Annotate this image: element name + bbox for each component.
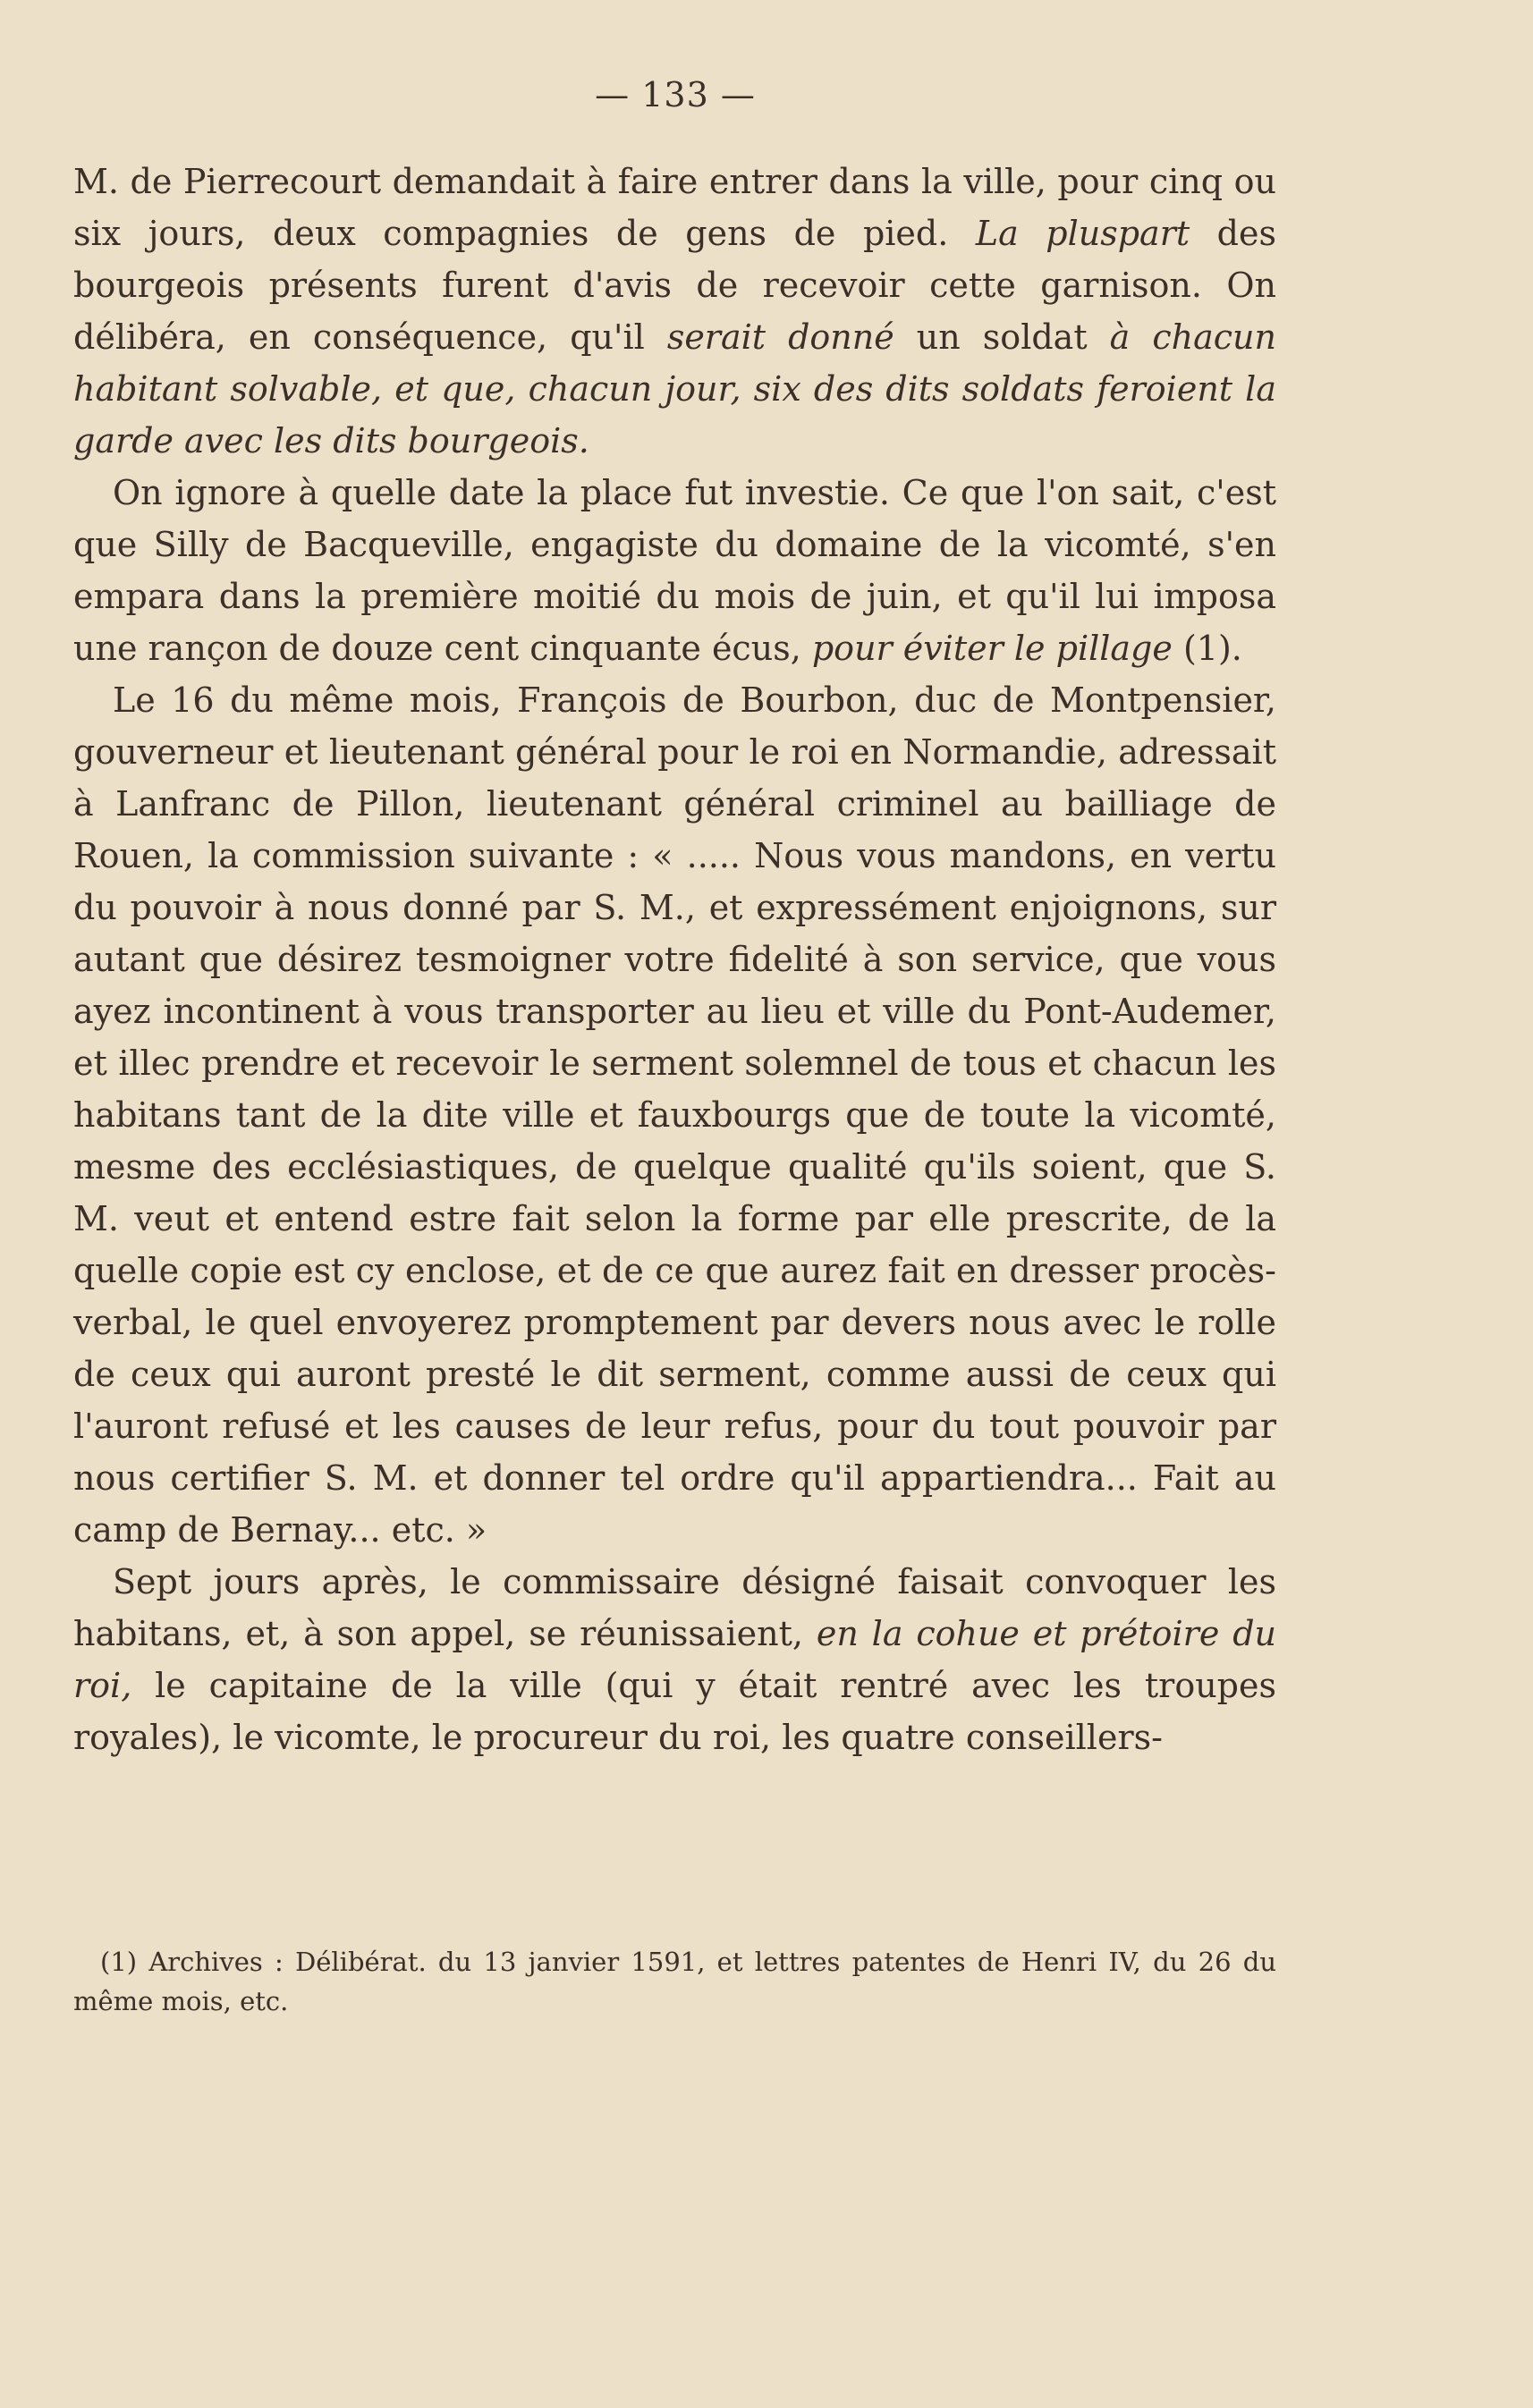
text-segment: un soldat bbox=[894, 317, 1110, 357]
text-segment: M. de Pierrecourt demandait à faire entrer dans la ville, pour cinq ou six jours, deux compagnies de gens de pied. bbox=[73, 162, 1276, 253]
text-segment: des bourgeois présents furent d'avis de recevoir cette garnison. On délibéra, en conséquence, qu'il bbox=[73, 214, 1276, 357]
paragraph bbox=[73, 1556, 1276, 1763]
body-text bbox=[73, 156, 1276, 1763]
italic-segment: en la cohue et prétoire du roi, bbox=[73, 1614, 1276, 1705]
paragraph bbox=[73, 674, 1276, 1556]
text-segment: Le 16 du même mois, François de Bourbon, duc de Montpensier, gouverneur et lieutenant général pour le roi en Normandie, adressait à Lanfranc de Pillon, lieutenant général criminel au bailliage de Rouen, la commission suivante : « ..... Nous vous mandons, en vertu du pouvoir à nous donné par S. M., et expressément enjoignons, sur autant que désirez tesmoigner votre fidelité à son service, que vous ayez incontinent à vous transporter au lieu et ville du Pont-Audemer, et illec prendre et recevoir le serment solemnel de tous et chacun les habitans tant de la dite ville et fauxbourgs que de toute la vicomté, mesme des ecclésiastiques, de quelque qualité qu'ils soient, que S. M. veut et entend estre fait selon la forme par elle prescrite, de la quelle copie est cy enclose, et de ce que aurez fait en dresser procès-verbal, le quel envoyerez promptement par devers nous avec le rolle de ceux qui auront presté le dit serment, comme aussi de ceux qui l'auront refusé et les causes de leur refus, pour du tout pouvoir par nous certifier S. M. et donner tel ordre qu'il appartiendra... Fait au camp de Bernay... etc. » bbox=[73, 680, 1276, 1550]
italic-segment: La pluspart bbox=[975, 214, 1190, 253]
paragraph bbox=[73, 156, 1276, 467]
text-segment: le capitaine de la ville (qui y était rentré avec les troupes royales), le vicomte, le procureur du roi, les quatre conseillers- bbox=[73, 1666, 1276, 1757]
text-segment: Sept jours après, le commissaire désigné faisait convoquer les habitans, et, à son appel, se réunissaient, bbox=[73, 1562, 1276, 1653]
page-number: — 133 — bbox=[595, 75, 756, 114]
footnote: (1) Archives : Délibérat. du 13 janvier 1591, et lettres patentes de Henri IV, du 26 du même mois, etc. bbox=[73, 1947, 1276, 2016]
paragraph bbox=[73, 467, 1276, 674]
italic-segment: pour éviter le pillage bbox=[811, 629, 1173, 668]
italic-segment: serait donné bbox=[666, 317, 894, 357]
text-segment: On ignore à quelle date la place fut investie. Ce que l'on sait, c'est que Silly de Bacqueville, engagiste du domaine de la vicomté, s'en empara dans la première moitié du mois de juin, et qu'il lui imposa une rançon de douze cent cinquante écus, bbox=[73, 473, 1276, 668]
italic-segment: à chacun habitant solvable, et que, chacun jour, six des dits soldats feroient la garde avec les dits bourgeois. bbox=[73, 317, 1277, 460]
text-segment: (1). bbox=[1172, 629, 1242, 668]
